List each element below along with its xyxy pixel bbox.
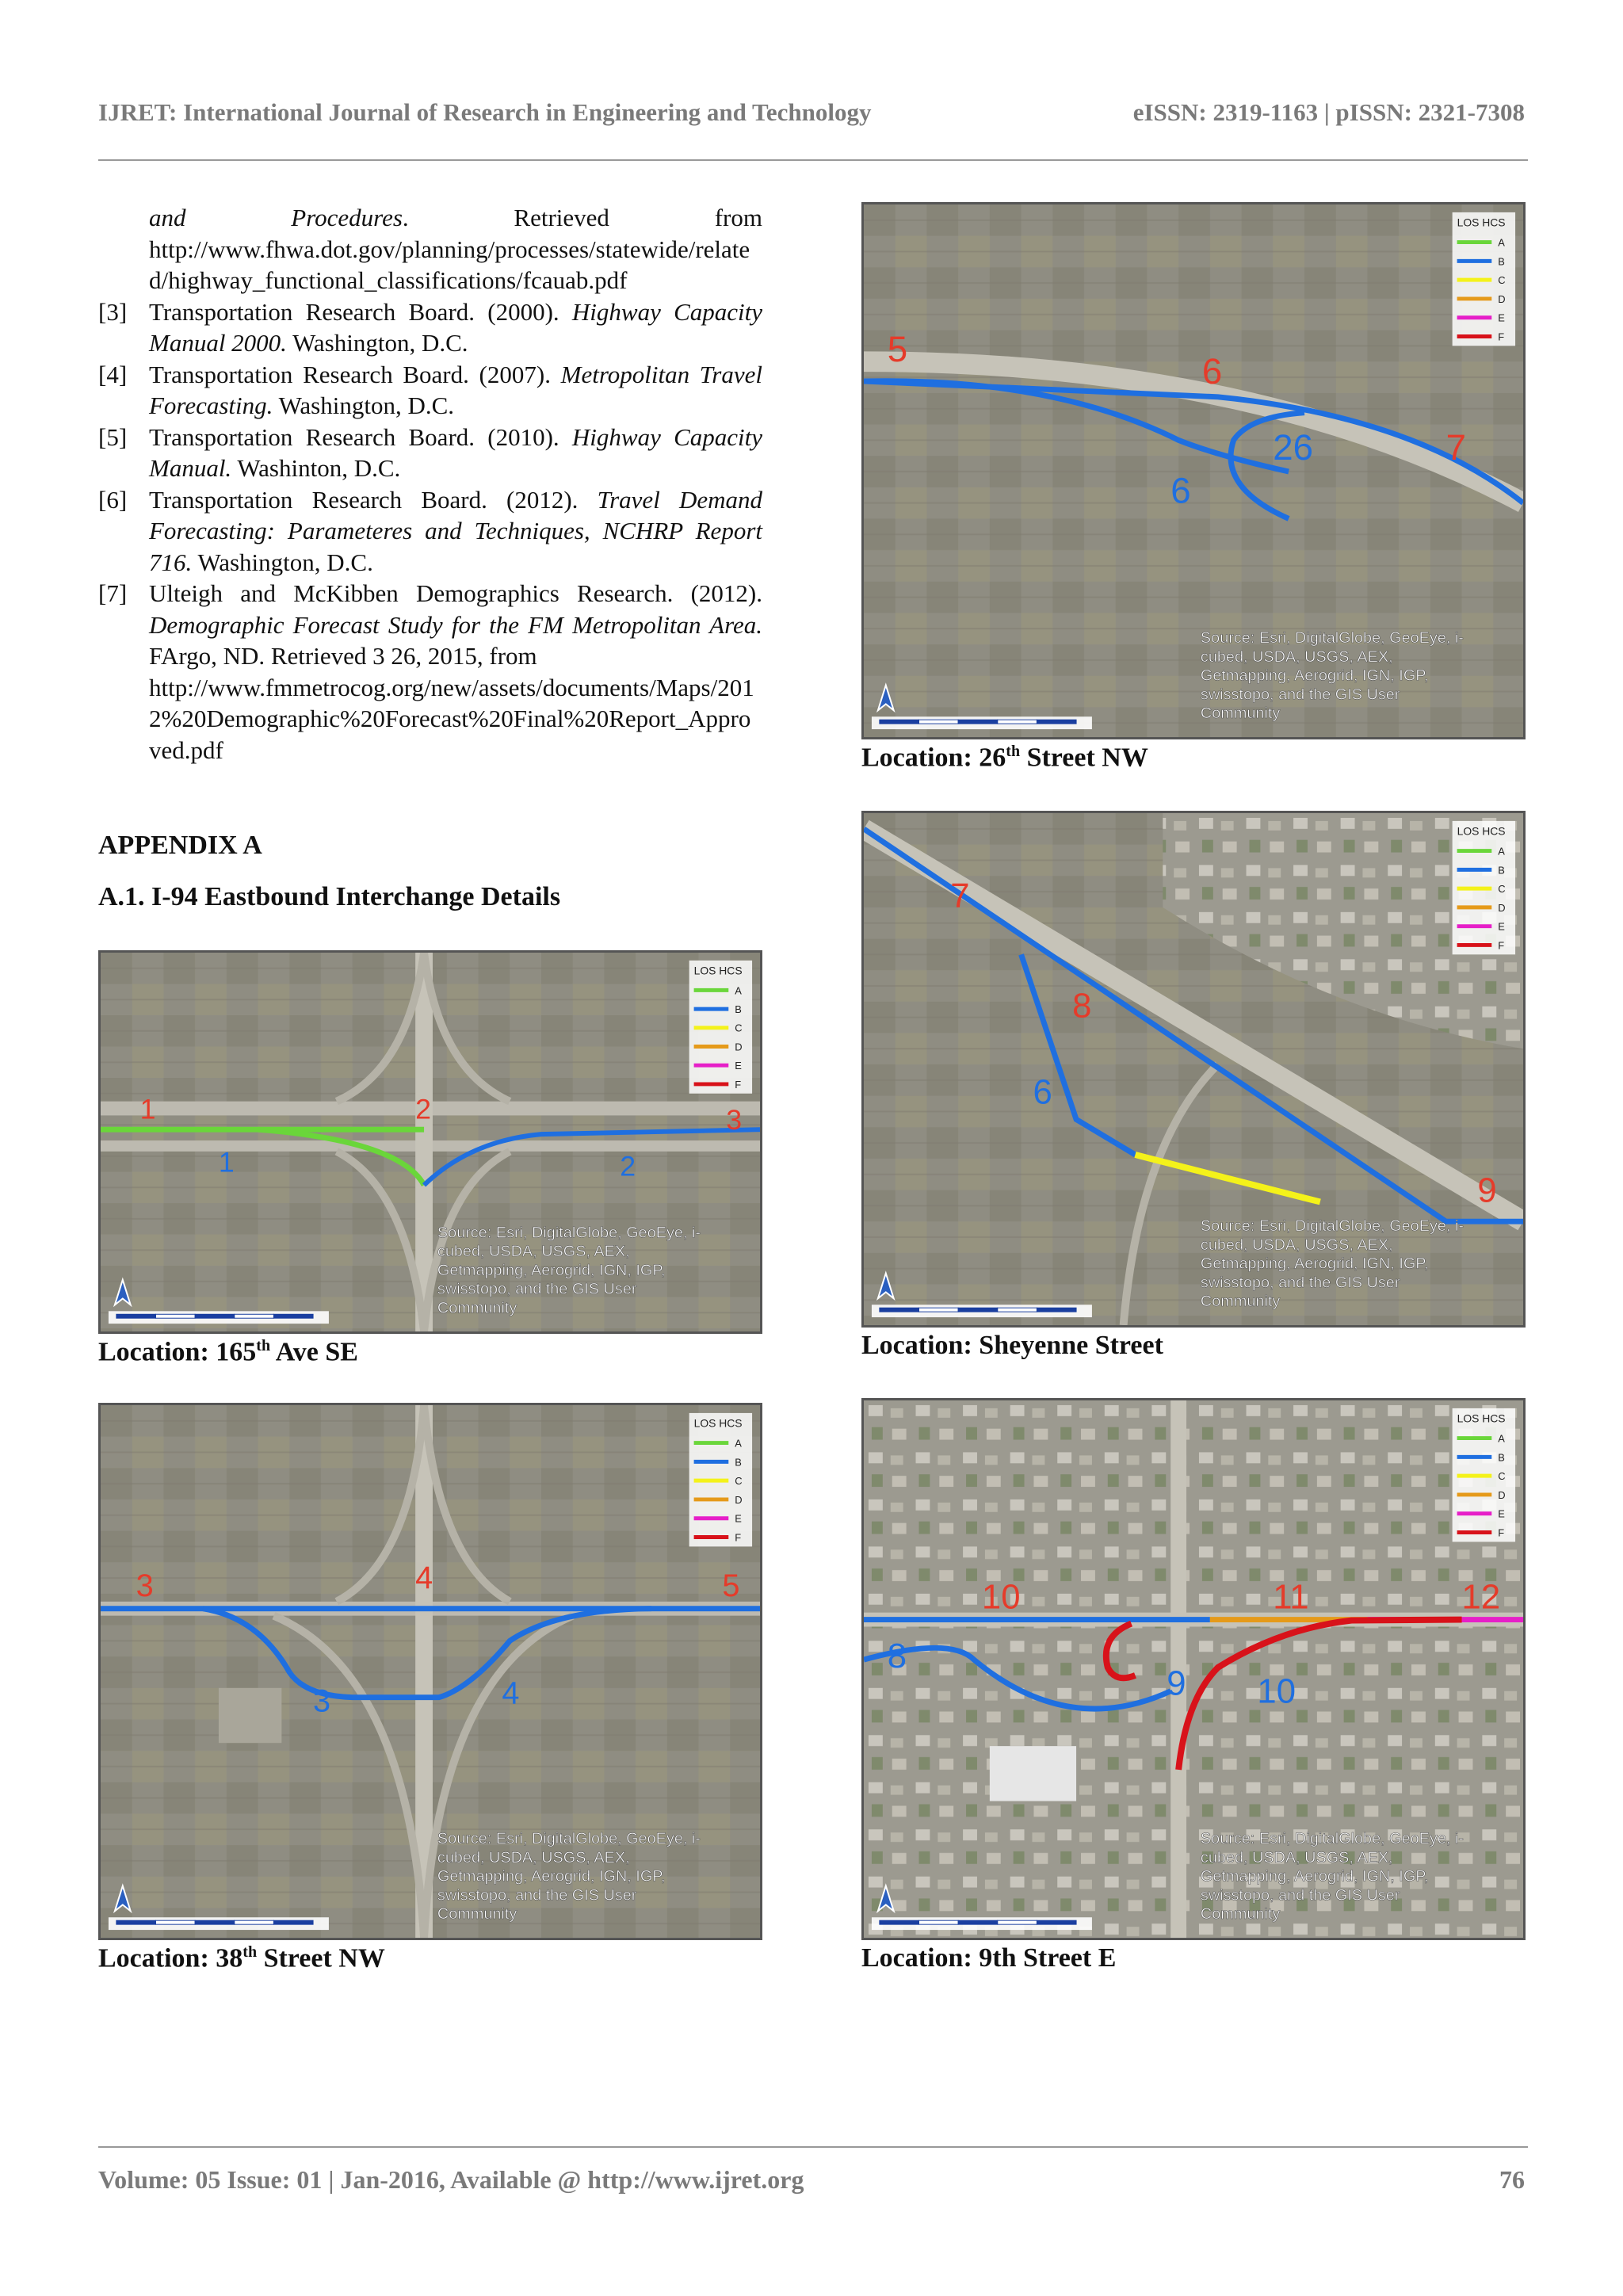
segment-label: 11 <box>1273 1577 1309 1617</box>
segment-label: 6 <box>1033 1072 1052 1112</box>
legend-label: E <box>1498 311 1505 324</box>
legend-label: A <box>735 984 742 997</box>
legend-label: B <box>1498 255 1505 268</box>
header-rule <box>98 159 1528 161</box>
legend-title: LOS HCS <box>1457 216 1506 229</box>
legend-label: A <box>1498 1432 1505 1445</box>
segment-label: 12 <box>1461 1577 1501 1617</box>
attribution-line: Source: Esri, DigitalGlobe, GeoEye, i- <box>437 1830 701 1848</box>
scale-bar <box>872 716 1092 729</box>
segment-label: 26 <box>1273 427 1314 468</box>
caption-165th-ave: Location: 165th Ave SE <box>98 1337 358 1367</box>
legend-title: LOS HCS <box>1457 824 1506 838</box>
segment-label: 9 <box>1167 1664 1186 1703</box>
reference-url[interactable]: http://www.fhwa.dot.gov/planning/processes/statewide/related/highway_functional_classifications/fcauab.pdf <box>149 235 750 294</box>
attribution-line: Community <box>1200 1293 1281 1311</box>
map-26th-street <box>861 202 1526 739</box>
los-legend <box>1453 1408 1515 1542</box>
caption-9th-street: Location: 9th Street E <box>861 1943 1117 1973</box>
legend-label: A <box>735 1437 742 1450</box>
los-legend <box>689 1413 752 1546</box>
legend-title: LOS HCS <box>1457 1412 1506 1425</box>
reference-item: [6] Transportation Research Board. (2012). Travel Demand Forecasting: Parameteres and Techniques, NCHRP Report 716. Washington, D.C. <box>98 485 762 576</box>
scale-bar <box>872 1917 1092 1930</box>
segment-label: 2 <box>620 1150 636 1182</box>
segment-label: 8 <box>887 1637 907 1676</box>
reference-item: [5] Transportation Research Board. (2010). Highway Capacity Manual. Washinton, D.C. <box>98 422 763 482</box>
legend-label: A <box>1498 236 1505 249</box>
legend-label: D <box>1498 1488 1506 1501</box>
legend-label: D <box>1498 292 1506 305</box>
appendix-title: APPENDIX A <box>98 831 262 860</box>
journal-issn: eISSN: 2319-1163 | pISSN: 2321-7308 <box>1132 98 1525 126</box>
page-number: 76 <box>1499 2165 1525 2194</box>
attribution-line: swisstopo, and the GIS User <box>437 1280 637 1298</box>
attribution-line: Source: Esri, DigitalGlobe, GeoEye, i- <box>437 1224 701 1242</box>
reference-list <box>98 202 762 766</box>
segment-label: 3 <box>313 1683 331 1719</box>
legend-label: E <box>1498 920 1505 933</box>
legend-label: F <box>1498 939 1505 952</box>
los-legend <box>1453 212 1515 346</box>
attribution-line: Getmapping, Aerogrid, IGN, IGP, <box>1200 667 1429 685</box>
segment-label: 5 <box>722 1568 740 1603</box>
legend-label: C <box>1498 1470 1506 1483</box>
segment-label: 6 <box>1170 470 1191 511</box>
legend-label: B <box>735 1003 742 1016</box>
segment-label: 1 <box>218 1146 235 1179</box>
segment-label: 7 <box>950 876 970 915</box>
segment-label: 9 <box>1477 1171 1497 1210</box>
caption-38th-street: Location: 38th Street NW <box>98 1943 385 1973</box>
legend-label: E <box>735 1060 742 1072</box>
segment-label: 6 <box>1201 351 1223 392</box>
legend-label: E <box>1498 1507 1505 1520</box>
segment-label: 3 <box>136 1568 154 1603</box>
appendix-subtitle: A.1. I-94 Eastbound Interchange Details <box>98 882 561 911</box>
legend-title: LOS HCS <box>693 964 743 977</box>
footer-rule <box>98 2146 1528 2148</box>
los-legend <box>1453 821 1515 954</box>
legend-label: F <box>735 1531 742 1544</box>
legend-label: B <box>1498 864 1505 877</box>
legend-label: B <box>1498 1451 1505 1464</box>
legend-label: A <box>1498 845 1505 858</box>
reference-continuation: and Procedures. Retrieved from <box>149 204 762 231</box>
legend-label: C <box>735 1475 743 1488</box>
legend-label: E <box>735 1512 742 1525</box>
journal-title: IJRET: International Journal of Research in Engineering and Technology <box>98 98 872 126</box>
segment-label: 8 <box>1072 986 1092 1026</box>
map-9th-street <box>861 1398 1526 1940</box>
attribution-line: swisstopo, and the GIS User <box>437 1886 637 1904</box>
legend-label: F <box>1498 330 1505 343</box>
map-38th-street <box>98 1403 762 1940</box>
segment-label: 3 <box>726 1104 743 1137</box>
segment-label: 4 <box>415 1560 433 1595</box>
attribution-line: Source: Esri, DigitalGlobe, GeoEye, i- <box>1200 1217 1464 1236</box>
attribution-line: Getmapping, Aerogrid, IGN, IGP, <box>1200 1867 1429 1885</box>
attribution-line: Community <box>1200 705 1281 723</box>
segment-label: 10 <box>981 1577 1021 1617</box>
scale-bar <box>109 1917 329 1930</box>
footer-volume: Volume: 05 Issue: 01 | Jan-2016, Available @ http://www.ijret.org <box>98 2165 804 2194</box>
los-legend <box>689 961 752 1094</box>
map-sheyenne-street <box>861 811 1526 1328</box>
page-header <box>98 98 1525 127</box>
attribution-line: cubed, USDA, USGS, AEX, <box>1200 1236 1393 1254</box>
legend-label: D <box>735 1041 743 1053</box>
attribution-line: cubed, USDA, USGS, AEX, <box>437 1848 630 1866</box>
reference-item: [4] Transportation Research Board. (2007). Metropolitan Travel Forecasting. Washington, D.C. <box>98 360 762 419</box>
legend-label: B <box>735 1456 742 1469</box>
attribution-line: Community <box>437 1299 517 1317</box>
caption-26th-street: Location: 26th Street NW <box>861 743 1148 773</box>
attribution-line: Community <box>437 1905 517 1924</box>
legend-label: F <box>1498 1526 1505 1539</box>
reference-item: [3] Transportation Research Board. (2000). Highway Capacity Manual 2000. Washington, D.C. <box>98 297 763 357</box>
segment-label: 7 <box>1445 427 1467 468</box>
map-165th-ave <box>98 950 762 1334</box>
attribution-line: swisstopo, and the GIS User <box>1200 1274 1400 1292</box>
attribution-line: Source: Esri, DigitalGlobe, GeoEye, i- <box>1200 629 1464 648</box>
scale-bar <box>872 1305 1092 1317</box>
attribution-line: Getmapping, Aerogrid, IGN, IGP, <box>437 1261 666 1279</box>
attribution-line: cubed, USDA, USGS, AEX, <box>1200 1848 1393 1866</box>
attribution-line: swisstopo, and the GIS User <box>1200 686 1400 704</box>
legend-label: C <box>1498 274 1506 287</box>
segment-label: 5 <box>887 329 908 370</box>
attribution-line: swisstopo, and the GIS User <box>1200 1886 1400 1904</box>
attribution-line: cubed, USDA, USGS, AEX, <box>437 1243 630 1261</box>
legend-label: D <box>735 1493 743 1506</box>
attribution-line: Getmapping, Aerogrid, IGN, IGP, <box>1200 1255 1429 1273</box>
attribution-line: Getmapping, Aerogrid, IGN, IGP, <box>437 1867 666 1885</box>
legend-label: F <box>735 1078 742 1091</box>
segment-label: 1 <box>139 1093 156 1125</box>
segment-label: 2 <box>415 1093 432 1125</box>
legend-label: D <box>1498 901 1506 914</box>
caption-sheyenne-street: Location: Sheyenne Street <box>861 1331 1163 1360</box>
scale-bar <box>109 1311 329 1324</box>
segment-label: 4 <box>502 1675 520 1711</box>
attribution-line: Community <box>1200 1905 1281 1924</box>
legend-title: LOS HCS <box>693 1416 743 1430</box>
reference-url[interactable]: http://www.fmmetrocog.org/new/assets/documents/Maps/2012%20Demographic%20Forecast%20Final%20Report_Approved.pdf <box>149 673 754 764</box>
legend-label: C <box>1498 883 1506 896</box>
reference-item: [7] Ulteigh and McKibben Demographics Research. (2012). Demographic Forecast Study for the FM Metropolitan Area. FArgo, ND. Retrieved 3 26, 2015, from <box>98 579 762 670</box>
page-footer <box>98 2165 1525 2195</box>
attribution-line: Source: Esri, DigitalGlobe, GeoEye, i- <box>1200 1830 1464 1848</box>
legend-label: C <box>735 1022 743 1034</box>
attribution-line: cubed, USDA, USGS, AEX, <box>1200 648 1393 666</box>
segment-label: 10 <box>1257 1671 1296 1711</box>
